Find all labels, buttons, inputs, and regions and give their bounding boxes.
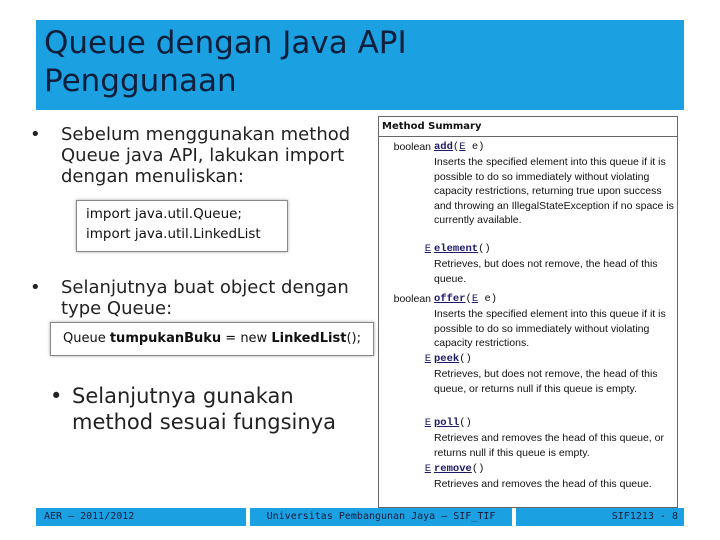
param-rest: ) <box>465 353 472 365</box>
bullet-dot: • <box>30 124 41 145</box>
method-description: Inserts the specified element into this queue if it is possible to do so immediately without violating capacity restrictions, returning true upon success and throwing an IllegalStateException if no space is currently available. <box>434 156 674 226</box>
code-class: LinkedList <box>271 331 347 346</box>
bullet-text: Selanjutnya buat object dengan type Queue: <box>61 277 349 319</box>
return-type: boolean <box>393 293 431 305</box>
bullet-dot: • <box>50 384 63 408</box>
method-signature: peek() <box>434 353 472 365</box>
bullet-dot: • <box>30 277 41 298</box>
return-type[interactable]: E <box>424 243 431 255</box>
import-line: import java.util.LinkedList <box>86 226 261 242</box>
method-description: Inserts the specified element into this queue if it is possible to do so immediately without violating capacity restrictions. <box>434 308 666 349</box>
param-rest: e) <box>478 293 498 305</box>
method-link[interactable]: peek <box>434 353 460 365</box>
footer-middle: Universitas Pembangunan Jaya – SIF_TIF <box>250 508 512 526</box>
code-variable: tumpukanBuku <box>109 331 222 346</box>
param-rest: ) <box>465 417 472 429</box>
return-type[interactable]: E <box>424 463 431 475</box>
method-summary-header: Method Summary <box>379 117 677 137</box>
method-signature: add(E e) <box>434 141 485 153</box>
import-line: import java.util.Queue; <box>86 206 242 222</box>
footer-page-number: SIF1213 - 8 <box>516 508 684 526</box>
method-description: Retrieves and removes the head of this queue, or returns null if this queue is empty. <box>434 432 664 459</box>
method-link[interactable]: poll <box>434 417 460 429</box>
method-signature: offer(E e) <box>434 293 498 305</box>
bullet-text: Selanjutnya gunakan method sesuai fungsinya <box>72 384 336 434</box>
method-signature: element() <box>434 243 491 255</box>
code-prefix: Queue <box>63 331 110 346</box>
object-code-box <box>50 322 374 356</box>
title-line-1: Queue dengan Java API <box>44 25 407 61</box>
slide-title <box>44 24 464 100</box>
bullet-create-object <box>30 277 360 319</box>
param-rest: e) <box>465 141 485 153</box>
title-line-2: Penggunaan <box>44 63 237 99</box>
method-description: Retrieves, but does not remove, the head of this queue. <box>434 258 658 285</box>
param-rest: ) <box>478 463 485 475</box>
method-description: Retrieves, but does not remove, the head of this queue, or returns null if this queue is empty. <box>434 368 658 395</box>
method-link[interactable]: remove <box>434 463 472 475</box>
method-summary-table <box>378 116 678 508</box>
bullet-use-methods <box>50 383 370 435</box>
method-link[interactable]: add <box>434 141 453 153</box>
bullet-import-intro <box>30 124 360 187</box>
param-type-link[interactable]: E <box>459 141 466 153</box>
param-rest: ) <box>484 243 491 255</box>
return-type[interactable]: E <box>424 417 431 429</box>
method-description: Retrieves and removes the head of this queue. <box>434 478 652 490</box>
import-code-box <box>76 200 288 252</box>
footer-left: AER – 2011/2012 <box>36 508 246 526</box>
bullet-text: Sebelum menggunakan method Queue java API, lakukan import dengan menuliskan: <box>61 124 351 187</box>
method-link[interactable]: offer <box>434 293 466 305</box>
method-signature: poll() <box>434 417 472 429</box>
code-suffix: (); <box>346 331 361 346</box>
param-type-link[interactable]: E <box>471 293 479 305</box>
return-type: boolean <box>393 141 431 153</box>
code-mid: = new <box>221 331 272 346</box>
method-link[interactable]: element <box>434 243 479 255</box>
return-type[interactable]: E <box>424 353 431 365</box>
method-signature: remove() <box>434 463 485 475</box>
